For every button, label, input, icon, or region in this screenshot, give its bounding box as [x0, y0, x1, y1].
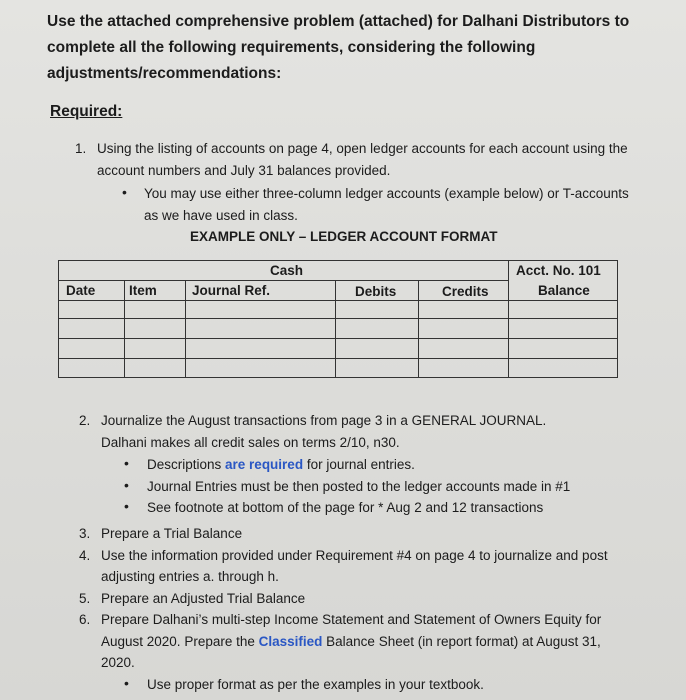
- bullet-icon: •: [124, 498, 129, 514]
- req5-text: Prepare an Adjusted Trial Balance: [101, 591, 306, 606]
- req6-line2: August 2020. Prepare the Classified Balance Sheet (in report format) at August 31,: [101, 634, 601, 649]
- example-title: EXAMPLE ONLY – LEDGER ACCOUNT FORMAT: [190, 229, 498, 244]
- bullet-icon: •: [122, 184, 127, 200]
- req2-bullet1: Descriptions are required for journal entries.: [147, 457, 415, 472]
- ledger-col-item: Item: [129, 283, 157, 298]
- req1-line1: Using the listing of accounts on page 4, open ledger accounts for each account using the: [97, 141, 628, 156]
- req3-number: 3.: [79, 526, 91, 541]
- req6-line1: Prepare Dalhani’s multi-step Income Statement and Statement of Owners Equity for: [101, 612, 602, 627]
- ledger-account-number: Acct. No. 101: [516, 263, 601, 278]
- req2-bullet2: Journal Entries must be then posted to the ledger accounts made in #1: [147, 479, 571, 494]
- ledger-col-journal-ref: Journal Ref.: [192, 283, 271, 298]
- required-heading: Required:: [50, 103, 123, 120]
- req6-number: 6.: [79, 612, 91, 627]
- req4-line1: Use the information provided under Requirement #4 on page 4 to journalize and post: [101, 548, 608, 563]
- req3-text: Prepare a Trial Balance: [101, 526, 243, 541]
- req2-bullet3: See footnote at bottom of the page for * Aug 2 and 12 transactions: [147, 500, 544, 515]
- bullet-icon: •: [124, 675, 129, 691]
- ledger-col-date: Date: [66, 283, 96, 298]
- req1-number: 1.: [75, 141, 87, 156]
- req2-line1: Journalize the August transactions from page 3 in a GENERAL JOURNAL.: [101, 413, 547, 428]
- ledger-account-name: Cash: [270, 263, 304, 278]
- intro-paragraph: Use the attached comprehensive problem (attached) for Dalhani Distributors to complete all the following requirements, considering the following adjustments/recommendations:: [47, 13, 630, 82]
- req6-line3: 2020.: [101, 655, 135, 670]
- bullet-icon: •: [124, 455, 129, 471]
- req4-line2: adjusting entries a. through h.: [101, 569, 279, 584]
- ledger-col-credits: Credits: [442, 284, 489, 299]
- req1-bullet-line1: You may use either three-column ledger accounts (example below) or T-accounts: [144, 186, 629, 201]
- req2-number: 2.: [79, 413, 91, 428]
- req5-number: 5.: [79, 591, 91, 606]
- req4-number: 4.: [79, 548, 91, 563]
- req2-line2: Dalhani makes all credit sales on terms 2/10, n30.: [101, 435, 400, 450]
- bullet-icon: •: [124, 477, 129, 493]
- req1-bullet-line2: as we have used in class.: [144, 208, 298, 223]
- req1-line2: account numbers and July 31 balances provided.: [97, 163, 391, 178]
- ledger-col-balance: Balance: [538, 283, 590, 298]
- ledger-table: [58, 260, 618, 378]
- ledger-col-debits: Debits: [355, 284, 397, 299]
- req6-bullet: Use proper format as per the examples in your textbook.: [147, 677, 484, 692]
